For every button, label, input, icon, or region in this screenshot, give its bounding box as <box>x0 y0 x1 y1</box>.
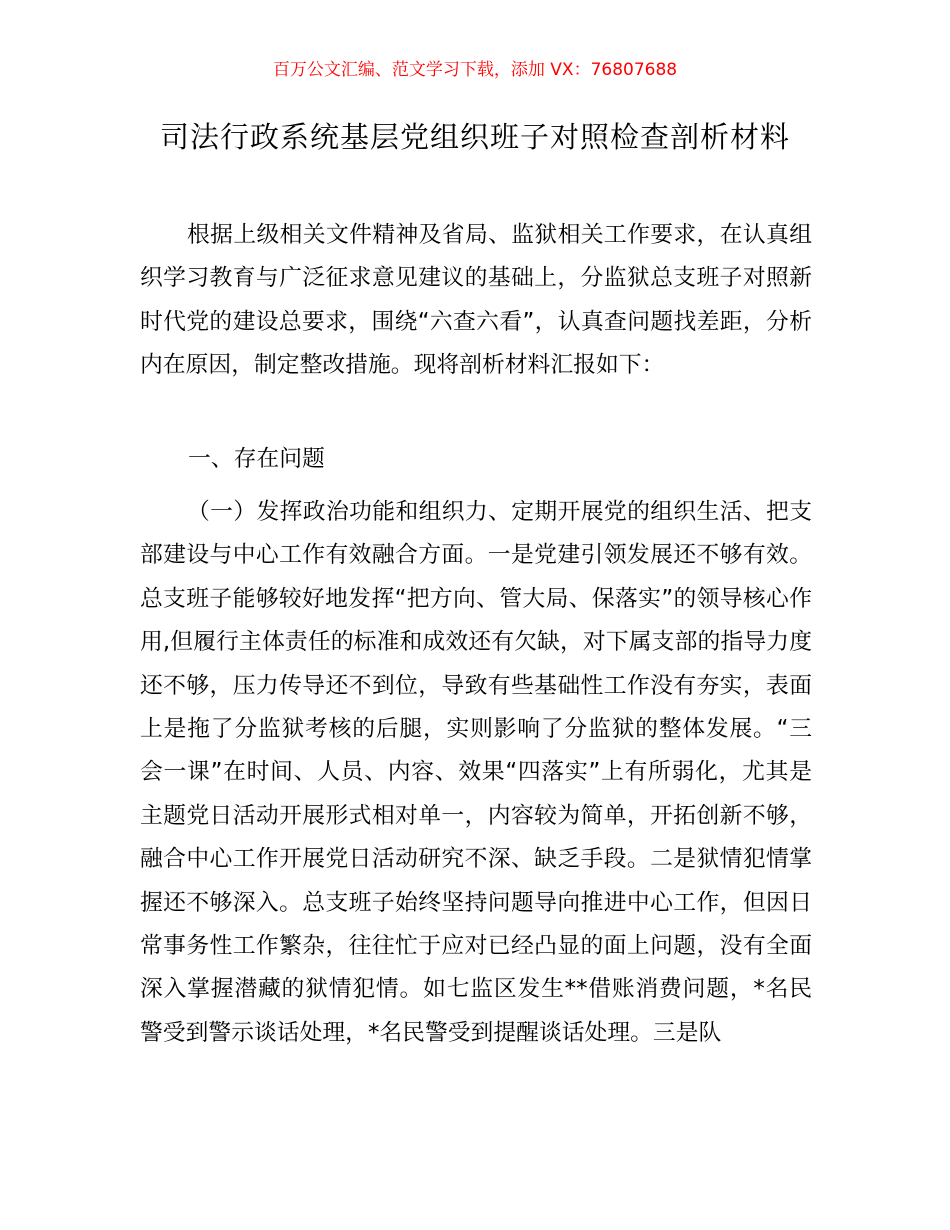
document-title: 司法行政系统基层党组织班子对照检查剖析材料 <box>159 120 790 154</box>
intro-paragraph: 根据上级相关文件精神及省局、监狱相关工作要求，在认真组织学习教育与广泛征求意见建议的基础上，分监狱总支班子对照新时代党的建设总要求，围绕“六查六看”，认真查问题找差距，分析内在原因，制定整改措施。现将剖析材料汇报如下： <box>140 222 812 379</box>
watermark-banner: 百万公文汇编、范文学习下载，添加 VX：76807688 <box>272 60 678 80</box>
section-heading: 一、存在问题 <box>188 446 325 472</box>
subsection-paragraph: （一）发挥政治功能和组织力、定期开展党的组织生活、把支部建设与中心工作有效融合方面。一是党建引领发展还不够有效。总支班子能够较好地发挥“把方向、管大局、保落实”的领导核心作用,但履行主体责任的标准和成效还有欠缺，对下属支部的指导力度还不够，压力传导还不到位，导致有些基础性工作没有夯实，表面上是拖了分监狱考核的后腿，实则影响了分监狱的整体发展。“三会一课”在时间、人员、内容、效果“四落实”上有所弱化，尤其是主题党日活动开展形式相对单一，内容较为简单，开拓创新不够，融合中心工作开展党日活动研究不深、缺乏手段。二是狱情犯情掌握还不够深入。总支班子始终坚持问题导向推进中心工作，但因日常事务性工作繁杂，往往忙于应对已经凸显的面上问题，没有全面深入掌握潜藏的狱情犯情。如七监区发生**借账消费问题，*名民警受到警示谈话处理，*名民警受到提醒谈话处理。三是队 <box>140 499 812 1046</box>
